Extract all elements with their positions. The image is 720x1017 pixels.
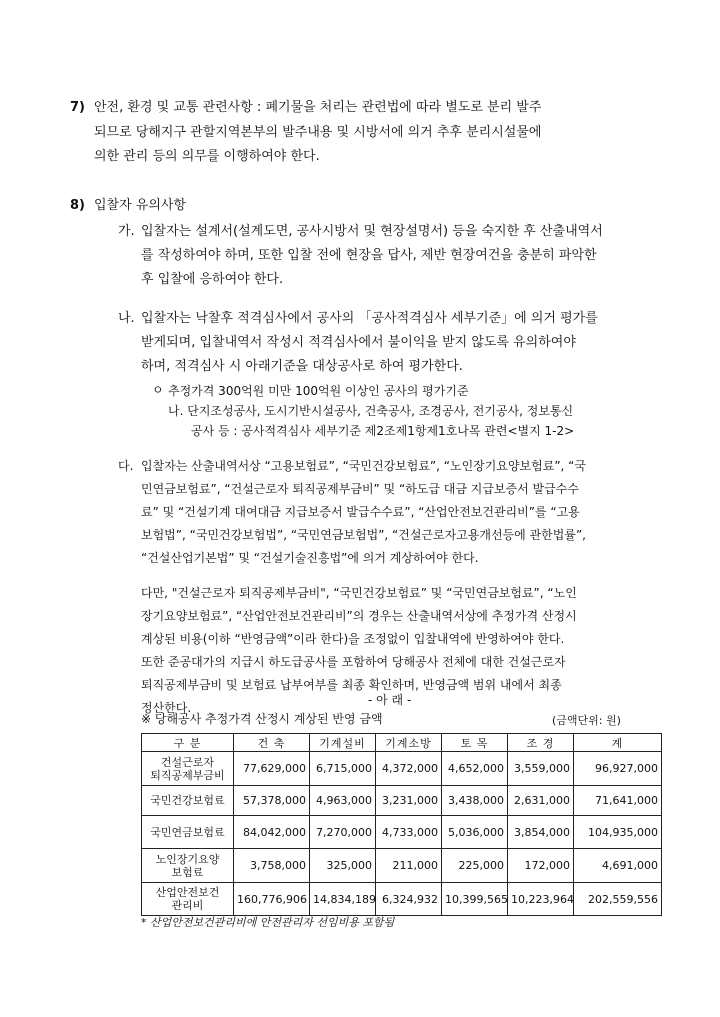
row-label: 국민건강보험료 xyxy=(142,786,234,816)
cell-value: 4,733,000 xyxy=(376,816,442,849)
item-ga-line-3: 후 입찰에 응하여야 한다. xyxy=(141,272,284,287)
cell-value: 4,372,000 xyxy=(376,752,442,786)
criteria-sub-line-1: 나. 단지조성공사, 도시기반시설공사, 건축공사, 조경공사, 전기공사, 정보통신 xyxy=(168,404,574,418)
cell-value: 7,270,000 xyxy=(310,816,376,849)
cell-value: 3,231,000 xyxy=(376,786,442,816)
item-da-para2-line-4: 또한 준공대가의 지급시 하도급공사를 포함하여 당해공사 전체에 대한 건설근로자 xyxy=(141,655,566,669)
cell-value: 84,042,000 xyxy=(234,816,310,849)
header-total: 계 xyxy=(574,734,662,752)
table-row xyxy=(142,816,662,849)
item-na-line-2: 받게되며, 입찰내역서 작성시 적격심사에서 불이익을 받지 않도록 유의하여야 xyxy=(141,335,576,350)
cell-total: 4,691,000 xyxy=(574,849,662,883)
criteria-bullet: 추정가격 300억원 미만 100억원 이상인 공사의 평가기준 xyxy=(168,384,469,398)
row-label: 노인장기요양 보험료 xyxy=(142,849,234,883)
cell-value: 172,000 xyxy=(508,849,574,883)
cell-value: 6,715,000 xyxy=(310,752,376,786)
section-8-number: 8) xyxy=(70,198,85,213)
item-na-line-1: 입찰자는 낙찰후 적격심사에서 공사의 「공사적격심사 세부기준」에 의거 평가를 xyxy=(141,311,598,326)
item-na-label: 나. xyxy=(118,311,135,326)
item-da-line-3: 료” 및 “건설기계 대여대금 지급보증서 발급수수료”, “산업안전보건관리비”를 “고용 xyxy=(141,505,580,519)
cell-value: 160,776,906 xyxy=(234,883,310,916)
item-na-line-3: 하며, 적격심사 시 아래기준을 대상공사로 하여 평가한다. xyxy=(141,359,463,374)
item-da-line-4: 보험법”, “국민건강보험법”, “국민연금보험법”, “건설근로자고용개선등에 관한법률”, xyxy=(141,528,586,542)
row-label: 건설근로자 퇴직공제부금비 xyxy=(142,752,234,786)
circle-bullet-icon: ㅇ xyxy=(152,383,164,397)
row-label: 산업안전보건 관리비 xyxy=(142,883,234,916)
criteria-sub-line-2: 공사 등 : 공사적격심사 세부기준 제2조제1항제1호나목 관련<별지 1-2> xyxy=(191,424,575,438)
cell-value: 6,324,932 xyxy=(376,883,442,916)
item-da-label: 다. xyxy=(118,459,134,473)
cell-value: 3,758,000 xyxy=(234,849,310,883)
cell-value: 2,631,000 xyxy=(508,786,574,816)
cell-total: 71,641,000 xyxy=(574,786,662,816)
header-category: 구 분 xyxy=(142,734,234,752)
row-label: 국민연금보험료 xyxy=(142,816,234,849)
item-ga-line-2: 를 작성하여야 하며, 또한 입찰 전에 현장을 답사, 제반 현장여건을 충분히 파악한 xyxy=(141,248,597,263)
cell-value: 325,000 xyxy=(310,849,376,883)
item-da-line-2: 민연금보험료”, “건설근로자 퇴직공제부금비” 및 “하도급 대금 지급보증서 발급수수 xyxy=(141,482,579,496)
cell-value: 211,000 xyxy=(376,849,442,883)
header-mechanical: 기계설비 xyxy=(310,734,376,752)
table-row xyxy=(142,883,662,916)
cell-value: 5,036,000 xyxy=(442,816,508,849)
item-da-line-5: “건설산업기본법” 및 “건설기술진흥법”에 의거 계상하여야 한다. xyxy=(141,551,479,565)
cell-value: 77,629,000 xyxy=(234,752,310,786)
amount-table xyxy=(141,733,662,916)
header-building: 건 축 xyxy=(234,734,310,752)
table-header-row xyxy=(142,734,662,752)
table-row xyxy=(142,849,662,883)
cell-value: 3,854,000 xyxy=(508,816,574,849)
item-da-para2-line-2: 장기요양보험료”, “산업안전보건관리비”의 경우는 산출내역서상에 추정가격 산정시 xyxy=(141,609,577,623)
below-heading: - 아 래 - xyxy=(368,693,412,707)
section-7-line-1: 안전, 환경 및 교통 관련사항 : 폐기물을 처리는 관련법에 따라 별도로 분리 발주 xyxy=(94,100,542,115)
table-caption: ※ 당해공사 추정가격 산정시 계상된 반영 금액 xyxy=(141,712,383,726)
header-civil: 토 목 xyxy=(442,734,508,752)
item-ga-line-1: 입찰자는 설계서(설계도면, 공사시방서 및 현장설명서) 등을 숙지한 후 산출내역서 xyxy=(141,224,603,239)
cell-value: 10,399,565 xyxy=(442,883,508,916)
section-7-line-2: 되므로 당해지구 관할지역본부의 발주내용 및 시방서에 의거 추후 분리시설물에 xyxy=(94,125,542,140)
cell-value: 14,834,189 xyxy=(310,883,376,916)
item-da-para2-line-3: 계상된 비용(이하 “반영금액”이라 한다)을 조정없이 입찰내역에 반영하여야 한다. xyxy=(141,632,565,646)
cell-value: 10,223,964 xyxy=(508,883,574,916)
item-da-line-1: 입찰자는 산출내역서상 “고용보험료”, “국민건강보험료”, “노인장기요양보험료”, “국 xyxy=(141,459,586,473)
header-fire: 기계소방 xyxy=(376,734,442,752)
item-da-para2-line-1: 다만, "건설근로자 퇴직공제부금비", “국민건강보험료” 및 “국민연금보험료”, “노인 xyxy=(141,586,577,600)
cell-total: 202,559,556 xyxy=(574,883,662,916)
cell-value: 4,963,000 xyxy=(310,786,376,816)
section-7-number: 7) xyxy=(70,100,85,115)
item-da-para2-line-6: 정산한다. xyxy=(141,701,192,715)
section-8-title: 입찰자 유의사항 xyxy=(94,198,187,213)
item-ga-label: 가. xyxy=(118,224,135,239)
table-footnote: * 산업안전보건관리비에 안전관리자 선임비용 포함됨 xyxy=(141,916,395,929)
cell-value: 4,652,000 xyxy=(442,752,508,786)
cell-value: 225,000 xyxy=(442,849,508,883)
unit-label: (금액단위: 원) xyxy=(552,714,621,727)
cell-value: 57,378,000 xyxy=(234,786,310,816)
table-row xyxy=(142,752,662,786)
cell-total: 104,935,000 xyxy=(574,816,662,849)
cell-value: 3,438,000 xyxy=(442,786,508,816)
item-da-para2-line-5: 퇴직공제부금비 및 보험료 납부여부를 최종 확인하며, 반영금액 범위 내에서 최종 xyxy=(141,678,562,692)
cell-total: 96,927,000 xyxy=(574,752,662,786)
cell-value: 3,559,000 xyxy=(508,752,574,786)
table-row xyxy=(142,786,662,816)
header-landscape: 조 경 xyxy=(508,734,574,752)
section-7-line-3: 의한 관리 등의 의무를 이행하여야 한다. xyxy=(94,149,320,164)
